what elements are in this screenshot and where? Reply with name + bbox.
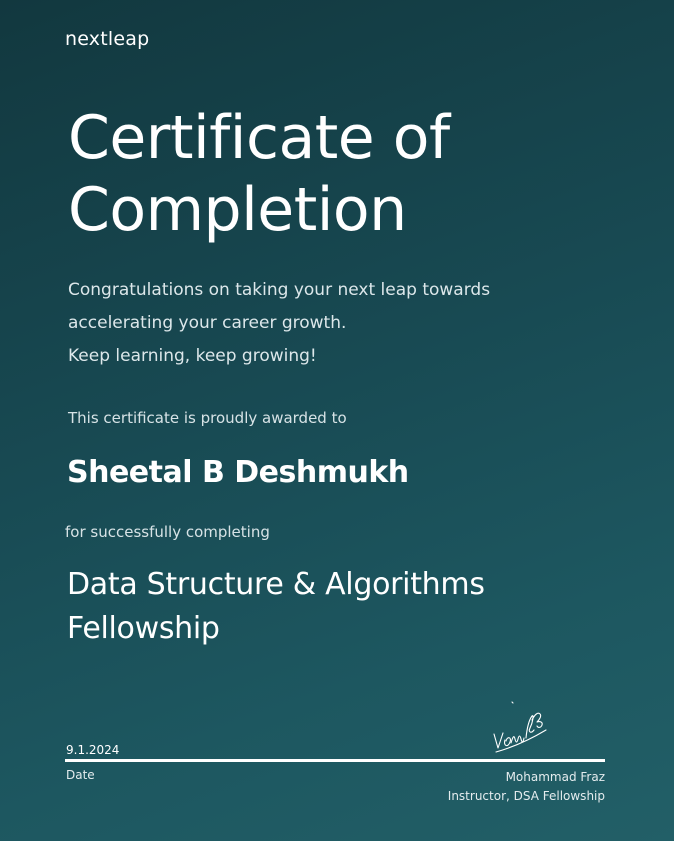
message-line-3: Keep learning, keep growing! [68,346,317,366]
title-line-1: Certificate of [68,103,450,173]
course-line-1: Data Structure & Algorithms [67,567,485,602]
brand-logo: nextleap [65,28,150,50]
completing-label: for successfully completing [65,523,270,541]
course-line-2: Fellowship [67,611,220,646]
signer-block [448,768,605,806]
course-name [67,563,485,651]
recipient-name: Sheetal B Deshmukh [67,455,409,490]
title-line-2: Completion [68,175,407,245]
message-line-2: accelerating your career growth. [68,313,347,333]
signer-title: Instructor, DSA Fellowship [447,789,605,803]
congratulations-message [68,274,628,373]
message-line-1: Congratulations on taking your next leap towards [68,280,491,300]
signature-divider [65,759,605,762]
signature-icon [488,700,554,758]
awarded-to-label: This certificate is proudly awarded to [68,409,347,427]
date-value: 9.1.2024 [66,743,120,757]
certificate-title [68,102,450,246]
date-label: Date [66,768,95,782]
signer-name: Mohammad Fraz [505,770,605,784]
